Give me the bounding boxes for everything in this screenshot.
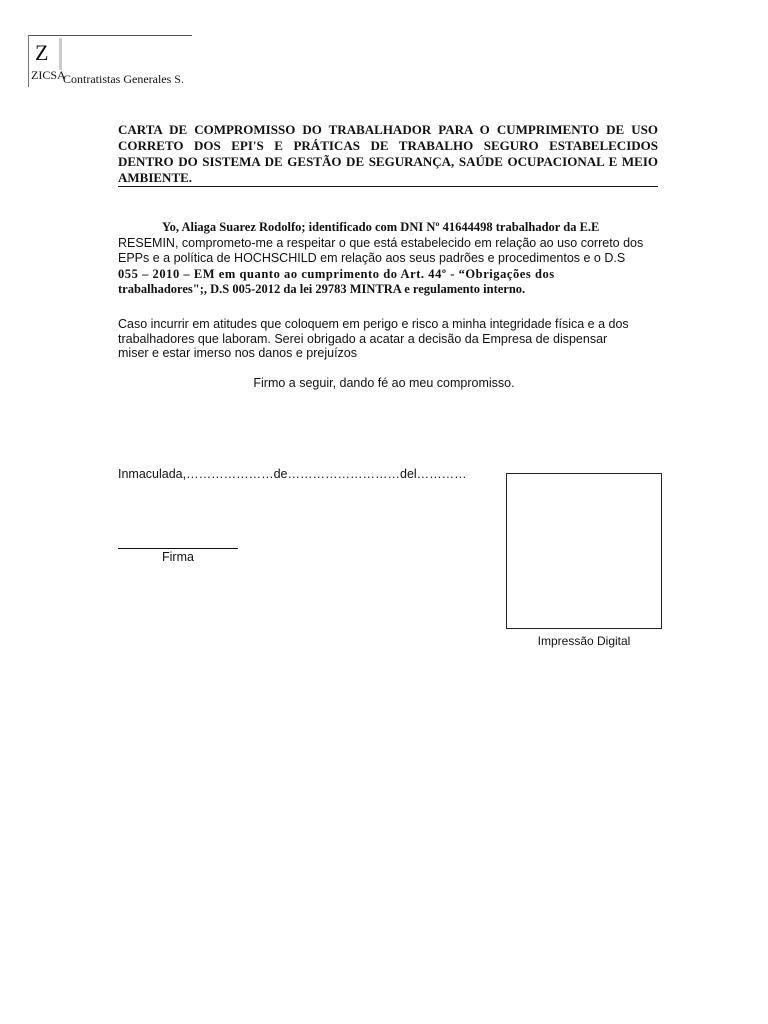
fingerprint-label: Impressão Digital bbox=[537, 634, 631, 648]
logo-abbreviation: ZICSA bbox=[31, 68, 66, 82]
title-underline bbox=[118, 186, 658, 187]
fingerprint-box bbox=[506, 473, 662, 629]
logo-left-rule bbox=[28, 35, 29, 87]
logo-top-rule bbox=[28, 35, 192, 36]
closing-statement: Firmo a seguir, dando fé ao meu compromisso. bbox=[253, 376, 515, 390]
paragraph2-line2: trabalhadores que laboram. Serei obrigado a acatar a decisão da Empresa de dispensar bbox=[118, 331, 608, 346]
company-name: Contratistas Generales S. bbox=[63, 72, 184, 86]
place-date-line: Inmaculada,…………………de………………………del………… bbox=[118, 467, 467, 481]
paragraph1-line4: 055 – 2010 – EM em quanto ao cumprimento do Art. 44º - “Obrigações dos bbox=[118, 266, 555, 281]
consequence-paragraph bbox=[118, 317, 638, 361]
paragraph2-line1: Caso incurrir em atitudes que coloquem em perigo e risco a minha integridade física e a dos bbox=[118, 317, 629, 331]
logo-letter: Z bbox=[35, 40, 49, 65]
paragraph1-line2: RESEMIN, comprometo-me a respeitar o que está estabelecido em relação ao uso correto dos bbox=[118, 235, 644, 250]
signature-label: Firma bbox=[162, 550, 194, 564]
paragraph2-line3: miser e estar imerso nos danos e prejuízos bbox=[118, 346, 357, 360]
paragraph1-line5: trabalhadores";, D.S 005-2012 da lei 29783 MINTRA e regulamento interno. bbox=[118, 282, 526, 296]
paragraph1-line3: EPPs e a política de HOCHSCHILD em relação aos seus padrões e procedimentos e o D.S bbox=[118, 251, 626, 265]
document-title: CARTA DE COMPROMISSO DO TRABALHADOR PARA O CUMPRIMENTO DE USO CORRETO DOS EPI'S E PRÁTICAS DE TRABALHO SEGURO ESTABELECIDOS DENTRO DO SISTEMA DE GESTÃO DE SEGURANÇA, SAÚDE OCUPACIONAL E MEIO AMBIENTE. bbox=[118, 122, 658, 185]
commitment-paragraph bbox=[118, 220, 668, 298]
paragraph1-line1: Yo, Aliaga Suarez Rodolfo; identificado com DNI Nº 41644498 trabalhador da E.E bbox=[162, 220, 600, 234]
signature-line bbox=[118, 548, 238, 549]
